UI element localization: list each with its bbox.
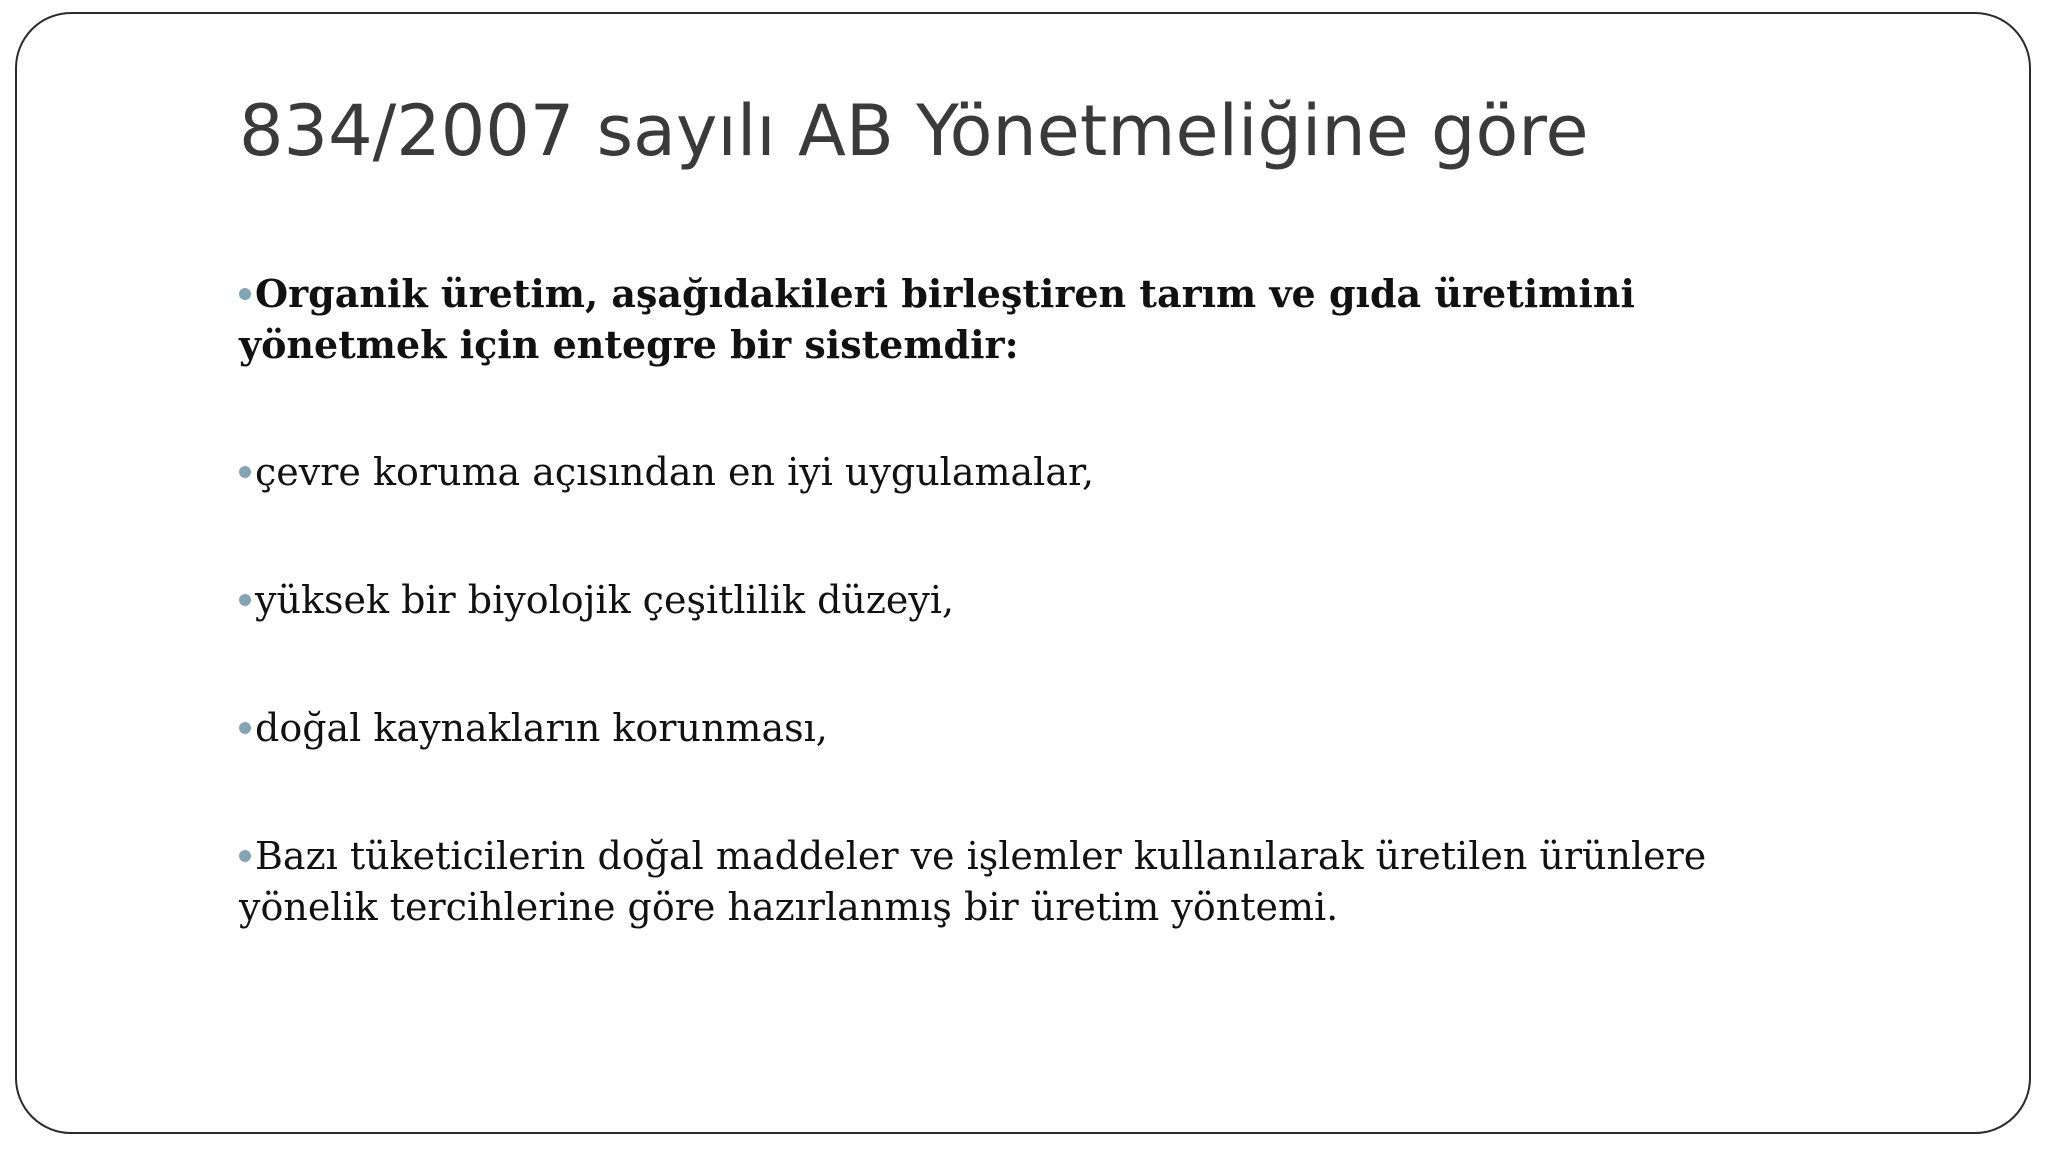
bullet-dot-icon	[239, 288, 251, 300]
bullet-text: doğal kaynakların korunması,	[255, 706, 828, 750]
bullet-item	[239, 268, 1839, 370]
bullet-text: çevre koruma açısından en iyi uygulamalar,	[255, 450, 1095, 494]
bullet-dot-icon	[239, 850, 251, 862]
slide-frame	[15, 12, 2031, 1134]
bullet-dot-icon	[239, 466, 251, 478]
bullet-item	[239, 575, 1839, 626]
bullet-dot-icon	[239, 722, 251, 734]
bullet-text: Bazı tüketicilerin doğal maddeler ve işlemler kullanılarak üretilen ürünlere yönelik tercihlerine göre hazırlanmış bir üretim yöntemi.	[239, 834, 1707, 929]
bullet-item	[239, 447, 1839, 498]
bullet-text: yüksek bir biyolojik çeşitlilik düzeyi,	[255, 578, 955, 622]
slide-title: 834/2007 sayılı AB Yönetmeliğine göre	[239, 90, 1589, 172]
bullet-item	[239, 703, 1839, 754]
bullet-text: Organik üretim, aşağıdakileri birleştiren tarım ve gıda üretimini yönetmek için entegre bir sistemdir:	[239, 271, 1635, 367]
bullet-dot-icon	[239, 594, 251, 606]
bullet-list	[239, 268, 1839, 933]
bullet-item	[239, 831, 1839, 933]
